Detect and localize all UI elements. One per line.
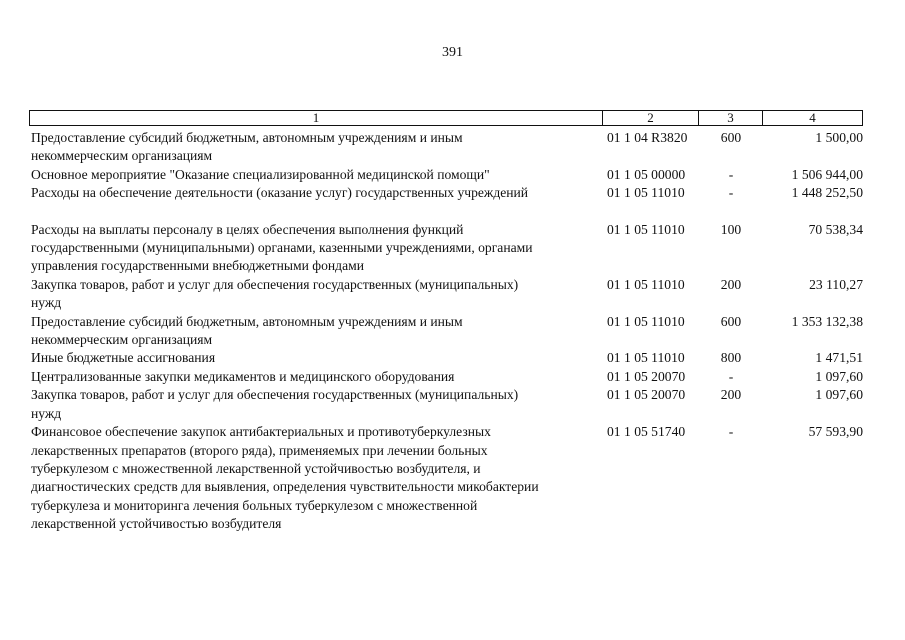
description-line: диагностических средств для выявления, определения чувствительности микобактерии <box>31 479 539 495</box>
description-line: Финансовое обеспечение закупок антибактериальных и противотуберкулезных <box>31 424 491 440</box>
target-article-code: 01 1 05 11010 <box>607 350 685 366</box>
description-line: лекарственных препаратов (второго ряда), применяемых при лечении больных <box>31 442 488 458</box>
amount: 57 593,90 <box>808 424 863 440</box>
row-description <box>31 129 601 166</box>
table-header <box>29 110 863 126</box>
target-article-code: 01 1 05 11010 <box>607 313 685 329</box>
description-line: государственными (муниципальными) органами, казенными учреждениями, органами <box>31 240 533 256</box>
description-line: туберкулезом с множественной лекарственной устойчивостью возбудителя, и <box>31 460 481 476</box>
expense-type: 600 <box>720 130 742 145</box>
row-description <box>31 221 601 276</box>
amount: 1 471,51 <box>815 350 863 366</box>
row-description <box>31 349 601 367</box>
header-col-4: 4 <box>809 110 816 125</box>
description-line: некоммерческим организациям <box>31 148 213 164</box>
description-line: управления государственными внебюджетными фондами <box>31 258 364 274</box>
description-line: Основное мероприятие "Оказание специализированной медицинской помощи" <box>31 166 490 182</box>
row-description <box>31 276 601 313</box>
amount: 1 353 132,38 <box>791 313 863 329</box>
description-line: нужд <box>31 405 62 421</box>
table-row <box>31 129 863 166</box>
header-col-3: 3 <box>699 111 763 125</box>
expense-type: - <box>728 368 734 384</box>
description-line: нужд <box>31 295 62 311</box>
target-article-code: 01 1 05 11010 <box>607 276 685 292</box>
page-number: 391 <box>442 45 463 60</box>
table-row <box>31 221 863 276</box>
table-row <box>31 184 863 202</box>
expense-type: 600 <box>720 313 742 329</box>
target-article-code: 01 1 05 11010 <box>607 185 685 201</box>
expense-type: - <box>728 185 734 201</box>
amount: 1 506 944,00 <box>791 166 863 182</box>
description-line: Предоставление субсидий бюджетным, автономным учреждениям и иным <box>31 130 463 145</box>
description-line: Расходы на выплаты персоналу в целях обеспечения выполнения функций <box>31 221 464 237</box>
row-description <box>31 313 601 350</box>
table-row <box>31 276 863 313</box>
description-line: туберкулеза и мониторинга лечения больных туберкулезом с множественной <box>31 497 478 513</box>
target-article-code: 01 1 05 20070 <box>607 387 686 403</box>
table-body <box>31 129 863 534</box>
expense-type: - <box>728 424 734 440</box>
target-article-code: 01 1 05 00000 <box>607 166 686 182</box>
description-line: Закупка товаров, работ и услуг для обеспечения государственных (муниципальных) <box>31 276 519 292</box>
description-line: лекарственной устойчивостью возбудителя <box>31 516 282 532</box>
table-row <box>31 313 863 350</box>
amount: 23 110,27 <box>809 276 863 292</box>
description-line: Закупка товаров, работ и услуг для обеспечения государственных (муниципальных) <box>31 387 519 403</box>
description-line: Централизованные закупки медикаментов и медицинского оборудования <box>31 368 455 384</box>
expense-type: 200 <box>720 387 742 403</box>
table-row <box>31 423 863 533</box>
table-row <box>31 368 863 386</box>
table-row <box>31 386 863 423</box>
expense-type: 200 <box>720 276 742 292</box>
description-line: Расходы на обеспечение деятельности (оказание услуг) государственных учреждений <box>31 185 529 201</box>
amount: 1 097,60 <box>815 368 863 384</box>
expense-type: 800 <box>720 350 742 366</box>
amount: 1 500,00 <box>815 130 863 145</box>
expense-type: - <box>728 166 734 182</box>
row-description <box>31 166 601 184</box>
table-row <box>31 349 863 367</box>
row-description <box>31 368 601 386</box>
description-line: Иные бюджетные ассигнования <box>31 350 216 366</box>
expense-type: 100 <box>720 221 742 237</box>
target-article-code: 01 1 05 11010 <box>607 221 685 237</box>
target-article-code: 01 1 05 20070 <box>607 368 686 384</box>
row-description <box>31 386 601 423</box>
amount: 70 538,34 <box>808 221 863 237</box>
description-line: некоммерческим организациям <box>31 332 213 348</box>
row-description <box>31 423 601 533</box>
header-col-1: 1 <box>30 111 603 125</box>
description-line: Предоставление субсидий бюджетным, автономным учреждениям и иным <box>31 313 463 329</box>
amount: 1 097,60 <box>815 387 863 403</box>
header-col-2: 2 <box>603 111 699 125</box>
amount: 1 448 252,50 <box>791 185 863 201</box>
target-article-code: 01 1 05 51740 <box>607 424 686 440</box>
row-description <box>31 184 601 202</box>
table-row <box>31 166 863 184</box>
target-article-code: 01 1 04 R3820 <box>607 130 688 145</box>
row-spacer <box>31 203 863 221</box>
